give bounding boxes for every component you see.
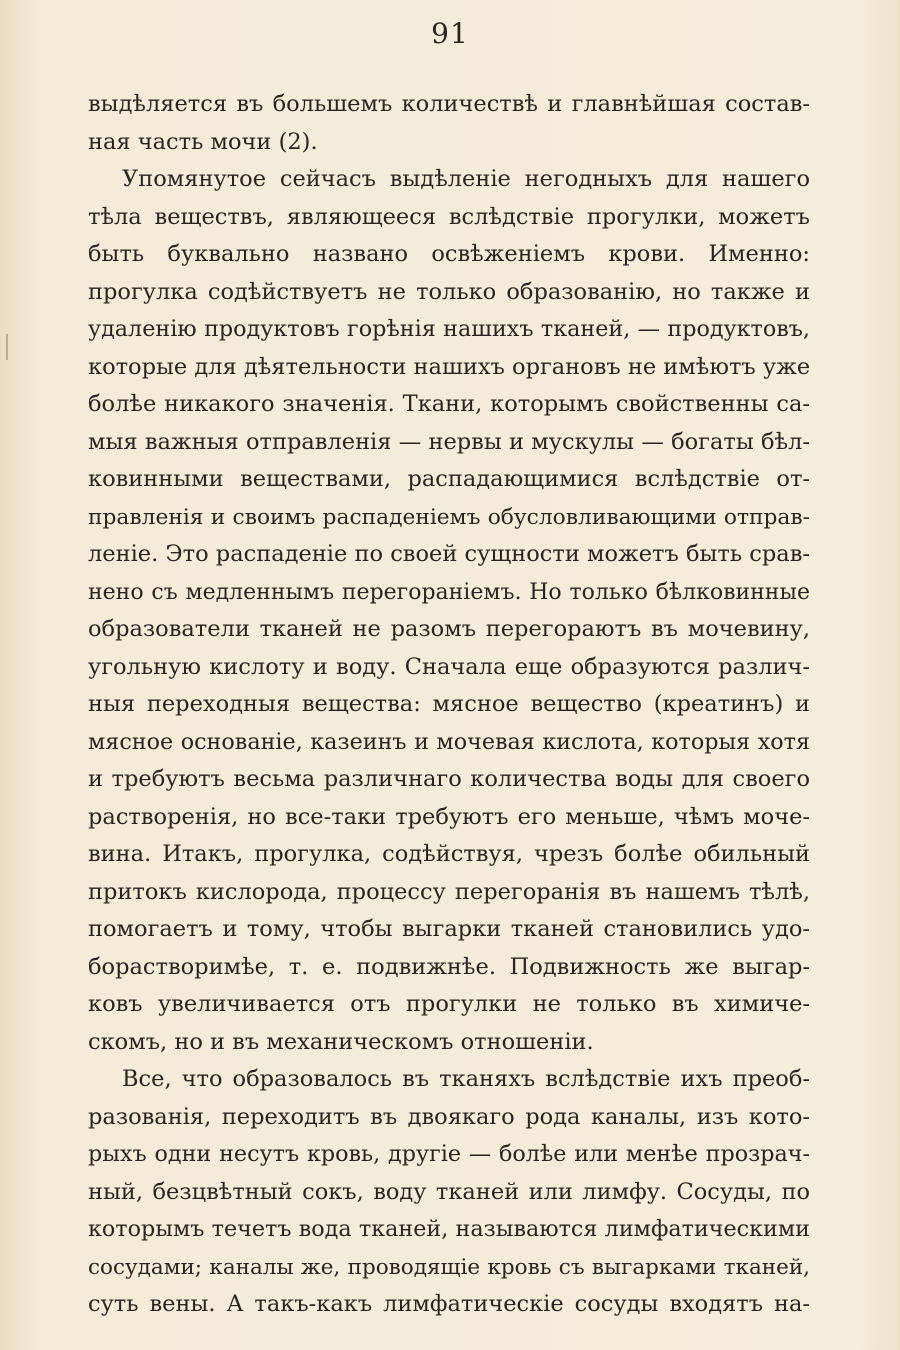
- text-line: сосудами; каналы же, проводящіе кровь съ выгарками тканей,: [88, 1254, 810, 1280]
- text-line: болѣе никакого значенія. Ткани, которымъ свойственны са-: [88, 391, 810, 417]
- text-line: ковинными веществами, распадающимися вслѣдствіе от-: [88, 466, 810, 492]
- text-line: удаленію продуктовъ горѣнія нашихъ тканей, — продуктовъ,: [88, 316, 810, 342]
- text-line: растворенія, но все-таки требуютъ его меньше, чѣмъ моче-: [88, 803, 810, 830]
- text-line: Упомянутое сейчасъ выдѣленіе негодныхъ для нашего: [122, 166, 810, 192]
- text-line: разованія, переходитъ въ двоякаго рода каналы, изъ кото-: [88, 1103, 810, 1130]
- text-line: скомъ, но и въ механическомъ отношеніи.: [88, 1028, 594, 1055]
- text-line: прогулка содѣйствуетъ не только образованію, но также и: [88, 278, 810, 305]
- text-line: тѣла веществъ, являющееся вслѣдствіе прогулки, можетъ: [88, 203, 810, 230]
- text-line: помогаетъ и тому, чтобы выгарки тканей становились удо-: [88, 916, 810, 942]
- text-line: леніе. Это распаденіе по своей сущности можетъ быть срав-: [88, 541, 810, 567]
- text-line: которымъ течетъ вода тканей, называются лимфатическими: [88, 1216, 810, 1242]
- text-line: рыхъ одни несутъ кровь, другіе — болѣе или менѣе прозрач-: [88, 1141, 810, 1167]
- text-line: борастворимѣе, т. е. подвижнѣе. Подвижность же выгар-: [88, 953, 810, 980]
- text-line: нено съ медленнымъ перегораніемъ. Но только бѣлковинные: [88, 579, 810, 605]
- text-line: притокъ кислорода, процессу перегоранія въ нашемъ тѣлѣ,: [88, 878, 810, 905]
- text-line: мясное основаніе, казеинъ и мочевая кислота, которыя хотя: [88, 728, 810, 755]
- text-line: быть буквально названо освѣженіемъ крови. Именно:: [88, 241, 810, 267]
- scan-mark: [6, 334, 8, 360]
- text-line: правленія и своимъ распаденіемъ обусловливающими отправ-: [88, 504, 810, 530]
- body-text: [88, 86, 810, 1324]
- text-line: ная часть мочи (2).: [88, 128, 318, 155]
- text-line: мыя важныя отправленія — нервы и мускулы — богаты бѣл-: [88, 428, 810, 455]
- text-line: вина. Итакъ, прогулка, содѣйствуя, чрезъ болѣе обильный: [88, 841, 810, 867]
- page-number: 91: [431, 17, 469, 50]
- text-line: Все, что образовалось въ тканяхъ вслѣдствіе ихъ преоб-: [122, 1066, 810, 1092]
- text-line: и требуютъ весьма различнаго количества воды для своего: [88, 766, 810, 792]
- text-line: образователи тканей не разомъ перегораютъ въ мочевину,: [88, 616, 810, 642]
- text-line: ковъ увеличивается отъ прогулки не только въ химиче-: [88, 991, 810, 1017]
- text-line: которые для дѣятельности нашихъ органовъ не имѣютъ уже: [88, 353, 810, 380]
- text-line: выдѣляется въ большемъ количествѣ и главнѣйшая состав-: [88, 91, 810, 117]
- text-line: ныя переходныя вещества: мясное вещество (креатинъ) и: [88, 691, 810, 717]
- text-line: ный, безцвѣтный сокъ, воду тканей или лимфу. Сосуды, по: [88, 1178, 810, 1205]
- text-line: суть вены. А такъ-какъ лимфатическіе сосуды входятъ на-: [88, 1291, 810, 1317]
- text-line: угольную кислоту и воду. Сначала еще образуются различ-: [88, 653, 810, 680]
